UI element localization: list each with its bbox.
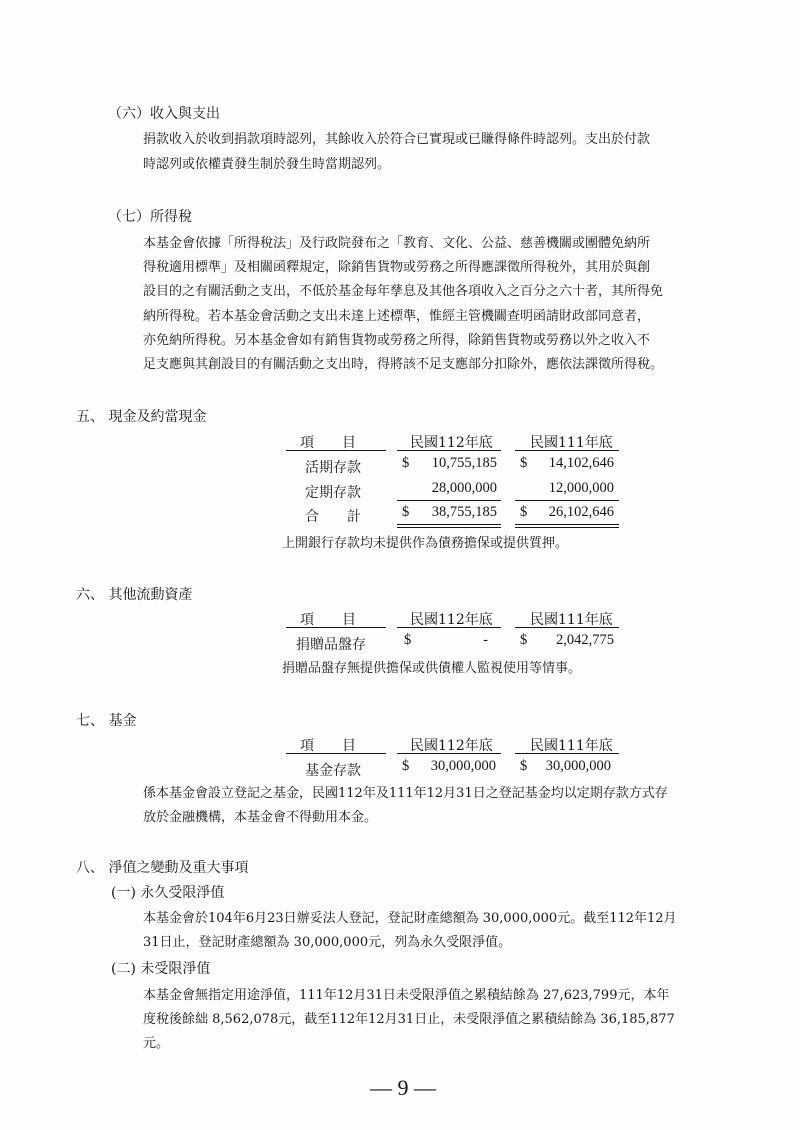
- cash-row-currency: $: [520, 455, 528, 471]
- other-col-item: 項 目: [300, 612, 356, 628]
- page-number: — 9 —: [370, 1075, 436, 1100]
- fund-col-item: 項 目: [300, 738, 356, 754]
- net-assets-heading: 八、 淨值之變動及重大事項: [76, 860, 249, 876]
- fund-row-label: 基金存款: [305, 763, 361, 779]
- cash-note: 上開銀行存款均未提供作為債務擔保或提供質押。: [282, 536, 569, 551]
- cash-row-value-111: 14,102,646: [548, 455, 614, 471]
- cash-total-value-111: 26,102,646: [548, 504, 614, 520]
- other-col-111: 民國111年底: [530, 612, 613, 628]
- section-7-line-2: 得稅適用標準」及相關函釋規定，除銷售貨物或勞務之所得應課徵所得稅外，其用於與創: [143, 260, 651, 275]
- net-sub1-line-2: 31日止，登記財產總額為 30,000,000元，列為永久受限淨值。: [143, 935, 512, 950]
- section-7-line-1: 本基金會依據「所得稅法」及行政院發布之「教育、文化、公益、慈善機關或團體免納所: [143, 236, 651, 251]
- section-7-line-3: 設目的之有關活動之支出，不低於基金每年孳息及其他各項收入之百分之六十者，其所得免: [143, 284, 664, 299]
- cash-col-item: 項 目: [300, 435, 356, 451]
- other-col-112: 民國112年底: [410, 612, 493, 628]
- section-6-line-2: 時認列或依權責發生制於發生時當期認列。: [143, 157, 391, 172]
- fund-heading: 七、 基金: [76, 713, 137, 729]
- section-6-line-1: 捐款收入於收到捐款項時認列，其餘收入於符合已實現或已賺得條件時認列。支出於付款: [143, 132, 651, 147]
- section-7-heading: （七）所得稅: [108, 209, 192, 225]
- fund-line-2: 放於金融機構，本基金會不得動用本金。: [143, 810, 378, 825]
- cash-row-value-112: 28,000,000: [431, 480, 497, 496]
- cash-col-112: 民國112年底: [410, 435, 493, 451]
- section-6-heading: （六）收入與支出: [108, 106, 220, 122]
- cash-row-value-111: 12,000,000: [548, 480, 614, 496]
- net-sub2-line-3: 元。: [143, 1036, 170, 1051]
- net-sub1-heading: (一) 永久受限淨值: [111, 885, 225, 901]
- fund-row-value-111: 30,000,000: [545, 758, 611, 774]
- other-assets-heading: 六、 其他流動資產: [76, 587, 193, 603]
- fund-col-111: 民國111年底: [530, 738, 613, 754]
- cash-total-currency: $: [402, 504, 410, 520]
- fund-row-currency: $: [402, 758, 410, 774]
- net-sub2-line-2: 度稅後餘絀 8,562,078元，截至112年12月31日止，未受限淨值之累積結餘為 36,185,877: [143, 1012, 675, 1027]
- net-sub1-line-1: 本基金會於104年6月23日辦妥法人登記，登記財產總額為 30,000,000元。截至112年12月: [143, 911, 677, 926]
- other-row-currency: $: [404, 632, 412, 648]
- cash-row-label: 定期存款: [305, 485, 361, 501]
- cash-row-label: 活期存款: [305, 460, 361, 476]
- cash-total-label: 合 計: [305, 509, 361, 525]
- net-sub2-heading: (二) 未受限淨值: [111, 961, 211, 977]
- fund-col-112: 民國112年底: [410, 738, 493, 754]
- fund-line-1: 係本基金會設立登記之基金，民國112年及111年12月31日之登記基金均以定期存款方式存: [143, 786, 668, 801]
- other-assets-note: 捐贈品盤存無提供擔保或供債權人監視使用等情事。: [282, 661, 582, 676]
- cash-row-value-112: 10,755,185: [431, 455, 497, 471]
- fund-row-currency: $: [520, 758, 528, 774]
- cash-total-currency: $: [520, 504, 528, 520]
- cash-row-currency: $: [402, 455, 410, 471]
- section-7-line-4: 納所得稅。若本基金會活動之支出未達上述標準，惟經主管機關查明函請財政部同意者，: [143, 309, 651, 324]
- section-7-line-5: 亦免納所得稅。另本基金會如有銷售貨物或勞務之所得，除銷售貨物或勞務以外之收入不: [143, 333, 651, 348]
- other-row-currency: $: [520, 632, 528, 648]
- other-row-value-112: -: [483, 632, 488, 648]
- other-row-value-111: 2,042,775: [556, 632, 614, 648]
- cash-col-111: 民國111年底: [530, 435, 613, 451]
- cash-total-value-112: 38,755,185: [431, 504, 497, 520]
- other-row-label: 捐贈品盤存: [296, 637, 366, 653]
- net-sub2-line-1: 本基金會無指定用途淨值，111年12月31日未受限淨值之累積結餘為 27,623,799元，本年: [143, 988, 670, 1003]
- cash-heading: 五、 現金及約當現金: [76, 409, 207, 425]
- fund-row-value-112: 30,000,000: [430, 758, 496, 774]
- section-7-line-6: 足支應與其創設目的有關活動之支出時，得將該不足支應部分扣除外，應依法課徵所得稅。: [143, 357, 664, 372]
